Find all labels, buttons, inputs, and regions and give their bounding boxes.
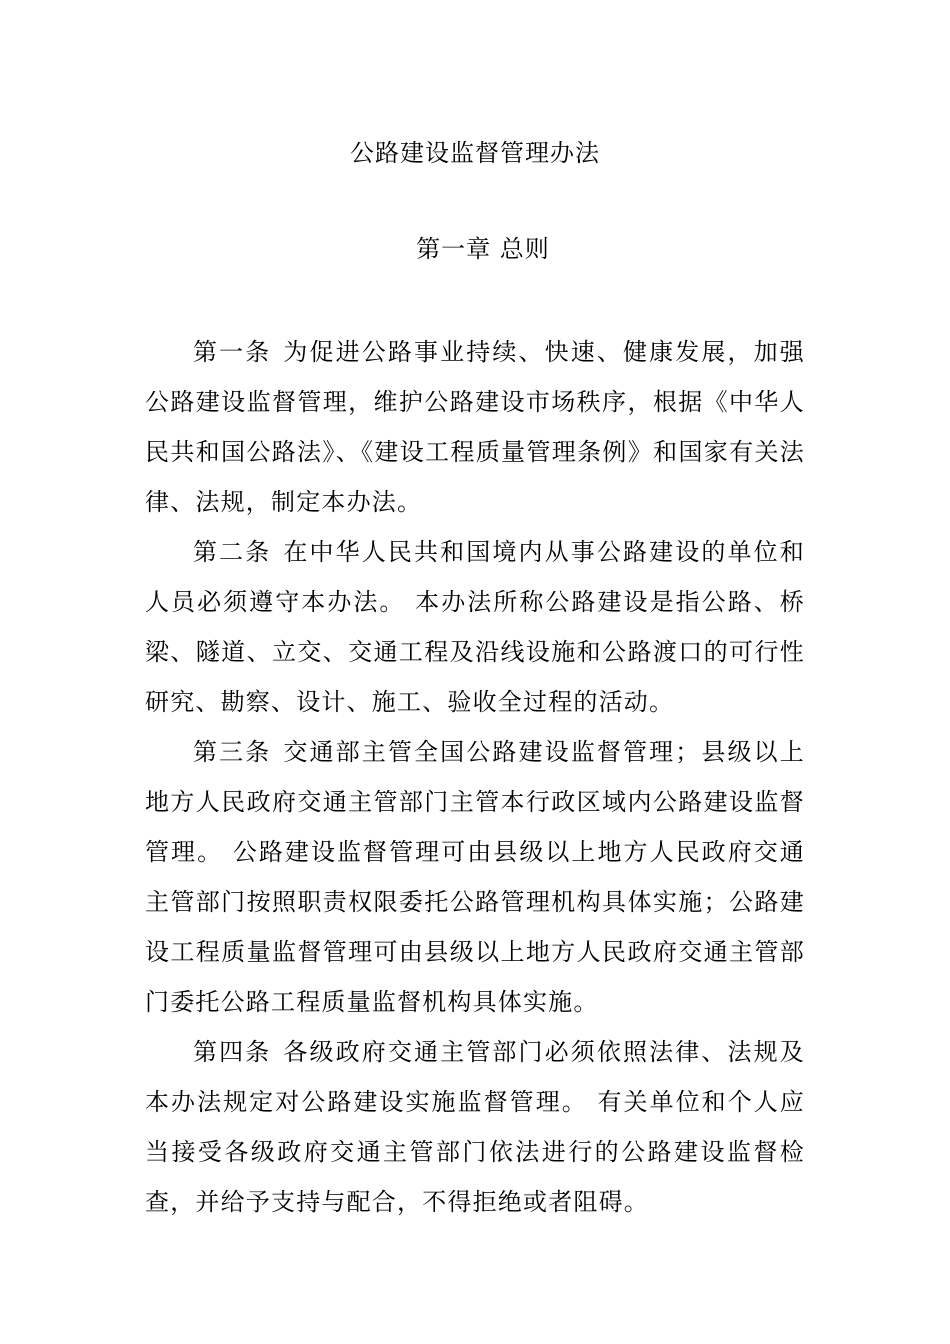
article-text: 各级政府交通主管部门必须依照法律、法规及本办法规定对公路建设实施监督管理。 有关单位和个人应当接受各级政府交通主管部门依法进行的公路建设监督检查，并给予支持与配合，不得拒绝或者阻碍。 (145, 1038, 805, 1216)
article-text: 在中华人民共和国境内从事公路建设的单位和人员必须遵守本办法。 本办法所称公路建设是指公路、桥梁、隧道、立交、交通工程及沿线设施和公路渡口的可行性研究、勘察、设计、施工、验收全过程的活动。 (145, 538, 805, 716)
article-4 (145, 1027, 805, 1227)
article-label: 第二条 (193, 538, 272, 566)
article-text: 交通部主管全国公路建设监督管理；县级以上地方人民政府交通主管部门主管本行政区域内公路建设监督管理。 公路建设监督管理可由县级以上地方人民政府交通主管部门按照职责权限委托公路管理机构具体实施；公路建设工程质量监督管理可由县级以上地方人民政府交通主管部门委托公路工程质量监督机构具体实施。 (145, 738, 805, 1016)
article-2 (145, 527, 805, 727)
article-label: 第一条 (193, 338, 272, 366)
article-text: 为促进公路事业持续、快速、健康发展，加强公路建设监督管理，维护公路建设市场秩序，根据《中华人民共和国公路法》、《建设工程质量管理条例》和国家有关法律、法规，制定本办法。 (145, 338, 805, 516)
chapter-heading: 第一章 总则 (416, 235, 550, 263)
article-3 (145, 727, 805, 1027)
document-body (145, 327, 805, 1227)
document-title: 公路建设监督管理办法 (350, 139, 600, 167)
article-label: 第三条 (193, 738, 272, 766)
article-1 (145, 327, 805, 527)
article-label: 第四条 (193, 1038, 272, 1066)
